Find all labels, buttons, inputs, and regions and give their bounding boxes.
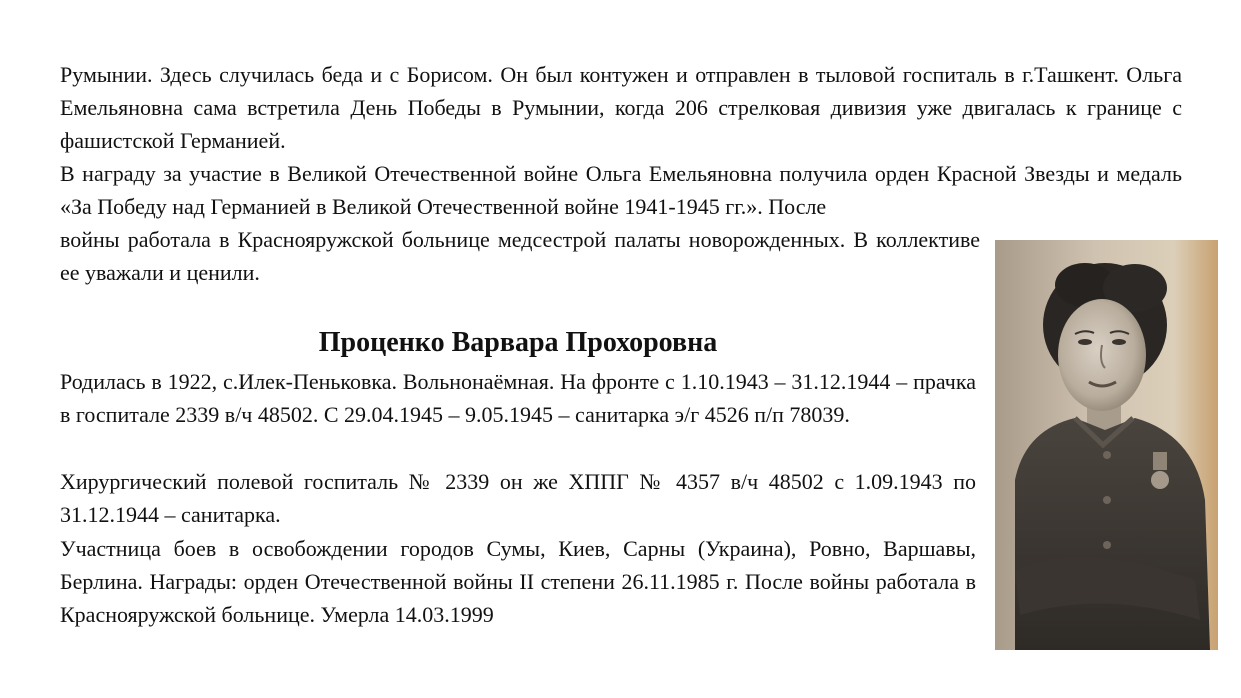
person-name-heading: Проценко Варвара Прохоровна [318,327,718,358]
portrait-photo-drawing [995,240,1218,650]
bio-paragraph-hospital: Хирургический полевой госпиталь № 2339 он же ХППГ № 4357 в/ч 48502 с 1.09.1943 по 31.12.1944 – санитарка. [60,469,976,527]
paragraph-after-war: войны работала в Краснояружской больнице медсестрой палаты новорожденных. В коллективе ее уважали и ценили. [60,227,980,285]
portrait-photo [995,240,1218,650]
paragraph-awards: В награду за участие в Великой Отечественной войне Ольга Емельяновна получила орден Красной Звезды и медаль «За Победу над Германией в Великой Отечественной войне 1941-1945 гг.». После [60,161,1182,219]
bio-paragraph-birth: Родилась в 1922, с.Илек-Пеньковка. Вольнонаёмная. На фронте с 1.10.1943 – 31.12.1944 – прачка в госпитале 2339 в/ч 48502. С 29.04.1945 – 9.05.1945 – санитарка э/г 4526 п/п 78039. [60,369,976,427]
bio-paragraph-battles: Участница боев в освобождении городов Сумы, Киев, Сарны (Украина), Ровно, Варшавы, Берлина. Награды: орден Отечественной войны II степени 26.11.1985 г. После войны работала в Краснояружской больнице. Умерла 14.03.1999 [60,536,976,627]
paragraph-romania: Румынии. Здесь случилась беда и с Борисом. Он был контужен и отправлен в тыловой госпиталь в г.Ташкент. Ольга Емельяновна сама встретила День Победы в Румынии, когда 206 стрелковая дивизия уже двигалась к границе с фашистской Германией. [60,62,1182,153]
